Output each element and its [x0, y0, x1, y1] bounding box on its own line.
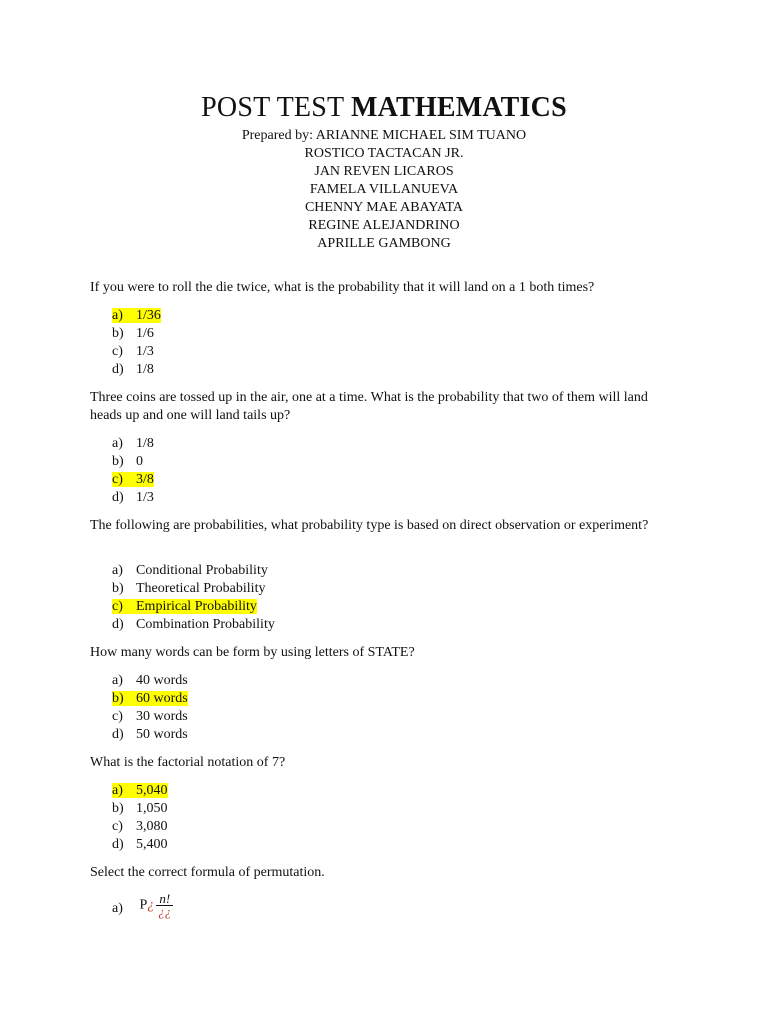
author-line: CHENNY MAE ABAYATA: [304, 200, 464, 215]
option-item: [112, 435, 154, 453]
option-item: [112, 800, 168, 818]
author-line: FAMELA VILLANUEVA: [309, 182, 459, 197]
option-text: 1/6: [136, 326, 154, 341]
authors-block: [0, 127, 768, 253]
option-text: 1/8: [136, 436, 154, 451]
option-label: c): [112, 344, 123, 359]
option-item: [112, 562, 275, 580]
question-6-text: Select the correct formula of permutation.: [90, 865, 325, 880]
option-label: d): [112, 490, 124, 505]
option-label: c): [112, 709, 123, 724]
option-label: c): [112, 819, 123, 834]
option-text: 30 words: [136, 709, 188, 724]
option-label: d): [112, 727, 124, 742]
option-item: [112, 453, 154, 471]
option-item: [112, 489, 154, 507]
option-text: Empirical Probability: [136, 599, 257, 614]
option-text: 0: [136, 454, 143, 469]
formula-denominator: ¿¿: [158, 904, 172, 919]
option-label: b): [112, 581, 124, 596]
formula-fraction: [156, 893, 173, 918]
option-label: b): [112, 454, 124, 469]
option-item: [112, 690, 188, 708]
formula-numerator: n!: [156, 893, 173, 906]
question-3-options: [112, 562, 275, 634]
option-item: [112, 598, 275, 616]
option-text: 40 words: [136, 673, 188, 688]
option-label: b): [112, 326, 124, 341]
option-label: d): [112, 362, 124, 377]
option-text: Combination Probability: [136, 617, 275, 632]
author-line: REGINE ALEJANDRINO: [308, 218, 460, 233]
option-label: a): [112, 436, 123, 451]
option-item: [112, 726, 188, 744]
formula-broken-glyph: ¿: [147, 897, 155, 913]
option-label: a): [112, 783, 123, 798]
option-item: [112, 818, 168, 836]
author-line: JAN REVEN LICAROS: [314, 164, 454, 179]
option-item: [112, 836, 168, 854]
question-4-text: How many words can be form by using letters of STATE?: [90, 645, 415, 660]
option-label: a): [112, 900, 123, 916]
option-text: 1/3: [136, 344, 154, 359]
option-item: [112, 708, 188, 726]
option-item: [112, 325, 161, 343]
option-text: Conditional Probability: [136, 563, 268, 578]
option-label: a): [112, 308, 123, 323]
title-subject: MATHEMATICS: [351, 92, 567, 123]
question-4-options: [112, 672, 188, 744]
option-label: d): [112, 837, 124, 852]
option-item: [112, 471, 154, 489]
option-label: a): [112, 563, 123, 578]
option-item: [112, 616, 275, 634]
option-label: d): [112, 617, 124, 632]
option-item: [112, 307, 161, 325]
option-item: [112, 891, 173, 921]
question-5-options: [112, 782, 168, 854]
option-item: [112, 580, 275, 598]
option-text: 3/8: [136, 472, 154, 487]
question-6-options: [112, 891, 173, 921]
option-item: [112, 343, 161, 361]
question-3-text: The following are probabilities, what probability type is based on direct observation or experiment?: [90, 518, 649, 533]
permutation-formula: [140, 893, 174, 918]
title-prefix: POST TEST: [201, 92, 351, 123]
question-5-text: What is the factorial notation of 7?: [90, 755, 286, 770]
question-2-text: Three coins are tossed up in the air, one at a time. What is the probability that two of them will land heads up and one will land tails up?: [90, 390, 648, 423]
page-title: [0, 92, 768, 124]
option-item: [112, 672, 188, 690]
option-item: [112, 361, 161, 379]
question-1-text: If you were to roll the die twice, what is the probability that it will land on a 1 both times?: [90, 280, 595, 295]
option-text: 1/36: [136, 308, 161, 323]
option-text: Theoretical Probability: [136, 581, 266, 596]
option-label: b): [112, 801, 124, 816]
option-text: 5,400: [136, 837, 168, 852]
author-line: ROSTICO TACTACAN JR.: [304, 146, 464, 161]
option-label: c): [112, 472, 123, 487]
author-line: Prepared by: ARIANNE MICHAEL SIM TUANO: [241, 128, 527, 143]
option-label: c): [112, 599, 123, 614]
formula-prefix: P: [139, 897, 148, 913]
question-2-options: [112, 435, 154, 507]
option-text: 50 words: [136, 727, 188, 742]
option-text: 1/8: [136, 362, 154, 377]
option-item: [112, 782, 168, 800]
option-text: 3,080: [136, 819, 168, 834]
option-label: b): [112, 691, 124, 706]
option-text: 1/3: [136, 490, 154, 505]
author-line: APRILLE GAMBONG: [317, 236, 451, 251]
option-text: 60 words: [136, 691, 188, 706]
option-text: 5,040: [136, 783, 168, 798]
option-text: 1,050: [136, 801, 168, 816]
question-1-options: [112, 307, 161, 379]
option-label: a): [112, 673, 123, 688]
